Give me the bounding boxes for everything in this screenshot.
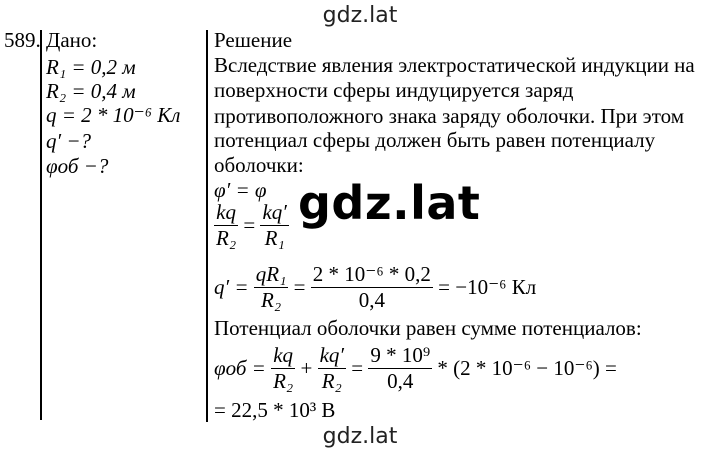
equation-5: = 22,5 * 10³ В bbox=[214, 398, 336, 422]
problem-number: 589. bbox=[4, 28, 41, 52]
solution-title: Решение bbox=[214, 28, 293, 52]
fraction-numeric-2 bbox=[368, 343, 432, 394]
watermark-center: gdz.lat bbox=[298, 176, 481, 230]
denominator: R₂ bbox=[273, 369, 294, 393]
equation-3: q′ = $\frac{\text{qR₁}}{\text{R₂}}$ = $\frac{\text{2 * 10⁻⁶ * 0,2}}{0,4}$ = −10⁻⁶ Кл bbox=[214, 262, 537, 312]
fraction-numeric-1 bbox=[311, 262, 433, 313]
given-title: Дано: bbox=[46, 28, 98, 52]
equation-1: φ′ = φ bbox=[214, 178, 267, 202]
fraction-kq-r2-a bbox=[271, 343, 295, 394]
denominator: R₂ bbox=[261, 288, 282, 312]
solution-text-1: Вследствие явления электростатической индукции на bbox=[214, 53, 695, 77]
numerator: 2 * 10⁻⁶ * 0,2 bbox=[312, 262, 431, 286]
middle-divider bbox=[206, 30, 208, 422]
denominator: 0,4 bbox=[358, 288, 385, 312]
fraction-kq-r2-b bbox=[318, 343, 346, 394]
denominator: R₂ bbox=[216, 226, 237, 250]
numerator: qR₁ bbox=[255, 262, 287, 286]
solution-text-3: противоположного знака заряду оболочки. При этом bbox=[214, 104, 684, 128]
solution-text-6: Потенциал оболочки равен сумме потенциалов: bbox=[214, 316, 642, 340]
given-line-2: R₂ = 0,4 м bbox=[46, 79, 136, 103]
denominator: R₁ bbox=[264, 226, 285, 250]
numerator: kq bbox=[271, 343, 295, 369]
equation-3-result: = −10⁻⁶ Кл bbox=[438, 275, 537, 299]
equation-3-lhs: q′ = bbox=[214, 275, 249, 299]
denominator: R₂ bbox=[321, 369, 342, 393]
equation-4-lhs: φоб = bbox=[214, 356, 266, 380]
equation-4-tail: * (2 * 10⁻⁶ − 10⁻⁶) = bbox=[437, 356, 617, 380]
given-line-5: φоб −? bbox=[46, 154, 109, 178]
watermark-bottom: gdz.lat bbox=[322, 424, 398, 449]
numerator: 9 * 10⁹ bbox=[370, 343, 431, 367]
denominator: 0,4 bbox=[387, 369, 414, 393]
watermark-top: gdz.lat bbox=[322, 3, 398, 28]
equation-4: φоб = $\frac{kq}{\text{R₂}}$ + $\frac{kq'}{\text{R₂}}$ = $\frac{\text{9 * 10⁹}}{0,4}$ * (2 * 10⁻⁶ − 10⁻⁶) = bbox=[214, 343, 617, 393]
given-line-4: q′ −? bbox=[46, 129, 92, 153]
fraction-kq-r2 bbox=[214, 200, 238, 251]
left-divider bbox=[40, 30, 42, 420]
solution-text-4: потенциал сферы должен быть равен потенциалу bbox=[214, 128, 656, 152]
given-line-3: q = 2 * 10⁻⁶ Кл bbox=[46, 103, 181, 127]
solution-text-2: поверхности сферы индуцируется заряд bbox=[214, 78, 574, 102]
equation-2: $\frac{kq}{\text{R₂}}$ = $\frac{kq'}{\text{R₁}}$ bbox=[216, 200, 287, 250]
numerator: kq bbox=[214, 200, 238, 226]
numerator: kq′ bbox=[319, 343, 344, 367]
plus-sign: + bbox=[300, 356, 313, 380]
fraction-qr1-r2 bbox=[254, 262, 289, 313]
fraction-kq-r1 bbox=[260, 200, 288, 251]
given-line-1: R₁ = 0,2 м bbox=[46, 55, 136, 79]
numerator: kq′ bbox=[262, 200, 287, 224]
solution-text-5: оболочки: bbox=[214, 153, 304, 177]
